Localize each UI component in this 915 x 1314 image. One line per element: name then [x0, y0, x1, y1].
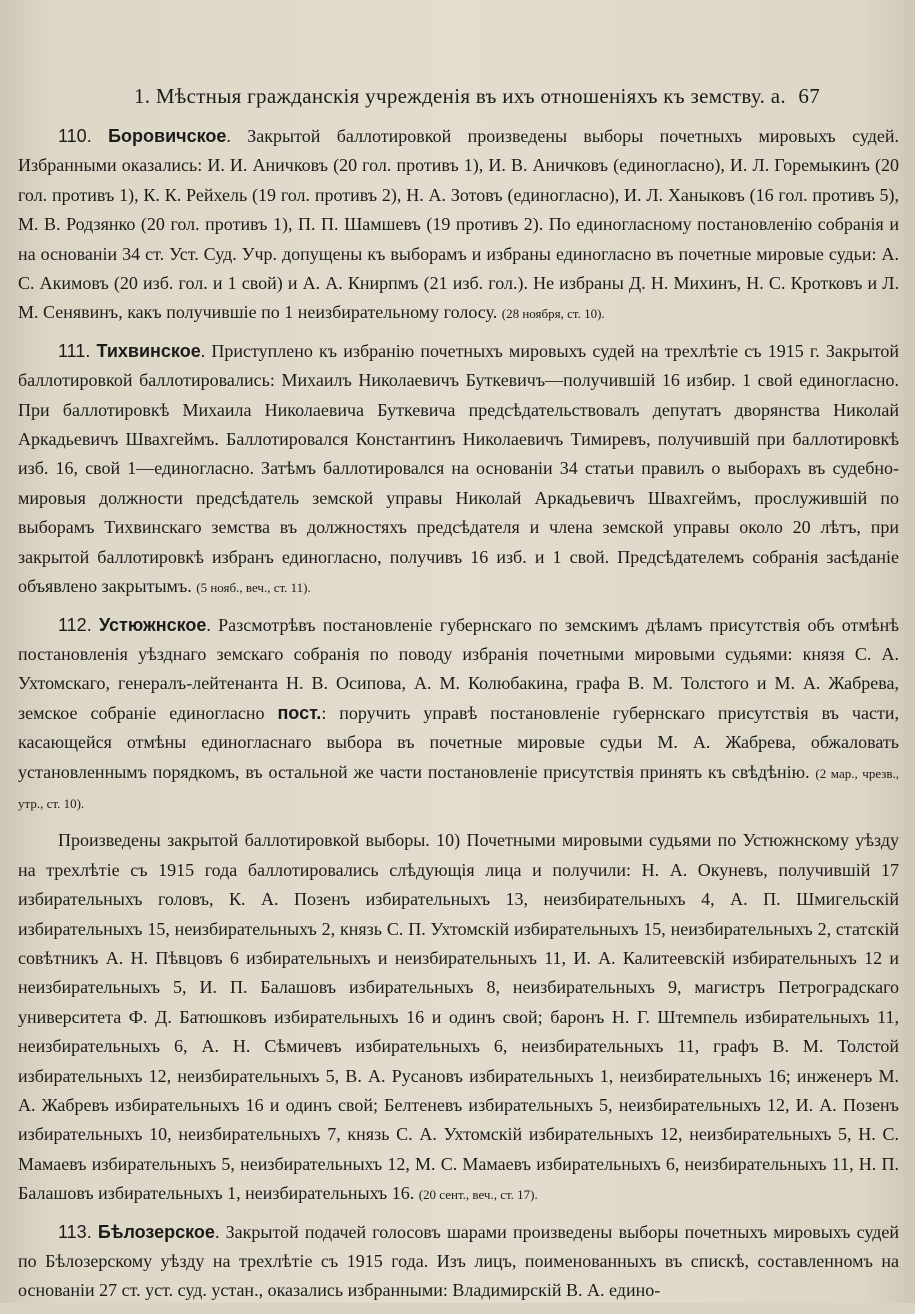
page-body: [18, 122, 899, 1314]
entry-reference: (28 ноября, ст. 10).: [501, 306, 605, 322]
entry-110: [18, 122, 899, 329]
entry-text: : поручить управѣ постановленіе губернскаго присутствія въ части, касающейся отмѣны единогласнаго выбора въ почетные мировые судьи М. А. Жабрева, обжаловать установленнымъ порядкомъ, въ остальной же части постановленіе присутствія принять къ свѣдѣнію.: [18, 702, 899, 782]
entry-reference: (2 мар., чрезв., утр., ст. 10).: [18, 765, 900, 811]
entry-text: Произведены закрытой баллотировкой выборы. 10) Почетными мировыми судьями по Устюжнскому уѣзду на трехлѣтіе съ 1915 года баллотировались слѣдующія лица и получили: Н. А. Окуневъ, получившій 17 избирательныхъ головъ, К. А. Позенъ избирательныхъ 13, неизбирательныхъ 4, А. П. Шмигельскій избирательныхъ 15, неизбирательныхъ 2, князь С. П. Ухтомскій избирательныхъ 15, неизбирательныхъ 2, статскій совѣтникъ А. Н. Пѣвцовъ 6 избирательныхъ и неизбирательныхъ 11, И. А. Калитеевскій избирательныхъ 12 и неизбирательныхъ 5, И. П. Балашовъ избирательныхъ 8, неизбирательныхъ 9, магистръ Петроградскаго университета Ф. Д. Батюшковъ избирательныхъ 16 и одинъ свой; баронъ Н. Г. Штемпель избирательныхъ 11, неизбирательныхъ 6, А. Н. Сѣмичевъ избирательныхъ 6, неизбирательныхъ 11, графъ В. М. Толстой избирательныхъ 12, неизбирательныхъ 5, В. А. Русановъ избирательныхъ 1, неизбирательныхъ 16; инженеръ М. А. Жабревъ избирательныхъ 16 и одинъ свой; Белтеневъ избирательныхъ 5, неизбирательныхъ 12, И. А. Позенъ избирательныхъ 10, неизбирательныхъ 7, князь С. А. Ухтомскій избирательныхъ 12, неизбирательныхъ 5, Н. С. Мамаевъ избирательныхъ 5, неизбирательныхъ 12, М. С. Мамаевъ избирательныхъ 6, неизбирательныхъ 11, Н. П. Балашовъ избирательныхъ 1, неизбирательныхъ 16.: [18, 830, 899, 1204]
resolution-abbrev: пост.: [277, 702, 322, 723]
entry-place: Бѣлозерское: [97, 1221, 215, 1242]
page-number: 67: [798, 84, 820, 108]
running-title: 1. Мѣстныя гражданскія учрежденія въ ихъ отношеніяхъ къ земству. а.: [134, 84, 786, 108]
entry-reference: (5 нояб., веч., ст. 11).: [196, 580, 311, 596]
entry-place: Боровичское: [108, 126, 227, 146]
entry-number: 111.: [58, 340, 91, 361]
entry-113: [18, 1218, 899, 1306]
entry-place: Устюжнское: [98, 614, 207, 635]
entry-number: 113.: [58, 1221, 92, 1242]
entry-text: . Закрытой баллотировкой произведены выборы почетныхъ мировыхъ судей. Избранными оказались: И. И. Аничковъ (20 гол. противъ 1), И. В. Аничковъ (единогласно), И. Л. Горемыкинъ (20 гол. противъ 1), К. К. Рейхель (19 гол. противъ 2), Н. А. Зотовъ (единогласно), И. Л. Ханыковъ (16 гол. противъ 5), М. В. Родзянко (20 гол. противъ 1), П. П. Шамшевъ (19 противъ 2). По единогласному постановленію собранія и на основаніи 34 ст. Уст. Суд. Учр. допущены къ выборамъ и избраны единогласно въ почетные мировые судьи: А. С. Акимовъ (20 изб. гол. и 1 свой) и А. А. Книрпмъ (21 изб. гол.). Не избраны Д. Н. Михинъ, Н. С. Кротковъ и Л. М. Сенявинъ, какъ получившіе по 1 неизбирательному голосу.: [18, 126, 900, 323]
entry-text: . Закрытой подачей голосовъ шарами произведены выборы почетныхъ мировыхъ судей по Бѣлозерскому уѣзду на трехлѣтіе съ 1915 года. Изъ лицъ, поименованныхъ въ спискѣ, составленномъ на основаніи 27 ст. уст. суд. устан., оказались избранными: Владимирскій В. А. едино-: [18, 1221, 900, 1301]
entry-place: Тихвинское: [96, 340, 201, 361]
entry-112: [18, 611, 899, 819]
entry-text: . Разсмотрѣвъ постановленіе губернскаго по земскимъ дѣламъ присутствія объ отмѣнѣ постановленія уѣзднаго земскаго собранія по поводу избранія почетными мировыми судьями: князя С. А. Ухтомскаго, генералъ-лейтенанта Н. В. Осипова, А. М. Колюбакина, графа В. М. Толстого и М. А. Жабрева, земское собраніе единогласно: [18, 614, 899, 723]
entry-112-elections: [18, 826, 899, 1209]
entry-number: 112.: [58, 614, 92, 635]
entry-reference: (20 сент., веч., ст. 17).: [418, 1187, 538, 1203]
entry-111: [18, 337, 899, 603]
entry-number: 110.: [58, 126, 92, 146]
entry-text: . Приступлено къ избранію почетныхъ мировыхъ судей на трехлѣтіе съ 1915 г. Закрытой баллотировкой баллотировались: Михаилъ Николаевичъ Буткевичъ—получившій 16 избир. 1 свой единогласно. При баллотировкѣ Михаила Николаевича Буткевича предсѣдательствовалъ депутатъ дворянства Николай Аркадьевичъ Швахгеймъ. Баллотировался Константинъ Николаевичъ Тимиревъ, получившій при баллотировкѣ изб. 16, свой 1—единогласно. Затѣмъ баллотировался на основаніи 34 статьи правилъ о выборахъ въ судебно-мировыя должности предсѣдатель земской управы Николай Аркадьевичъ Швахгеймъ, прослужившій по выборамъ Тихвинскаго земства въ должностяхъ предсѣдателя и члена земской управы около 20 лѣтъ, при закрытой баллотировкѣ избранъ единогласно, получивъ 16 изб. и 1 свой. Предсѣдателемъ собранія засѣданіе объявлено закрытымъ.: [18, 340, 899, 597]
